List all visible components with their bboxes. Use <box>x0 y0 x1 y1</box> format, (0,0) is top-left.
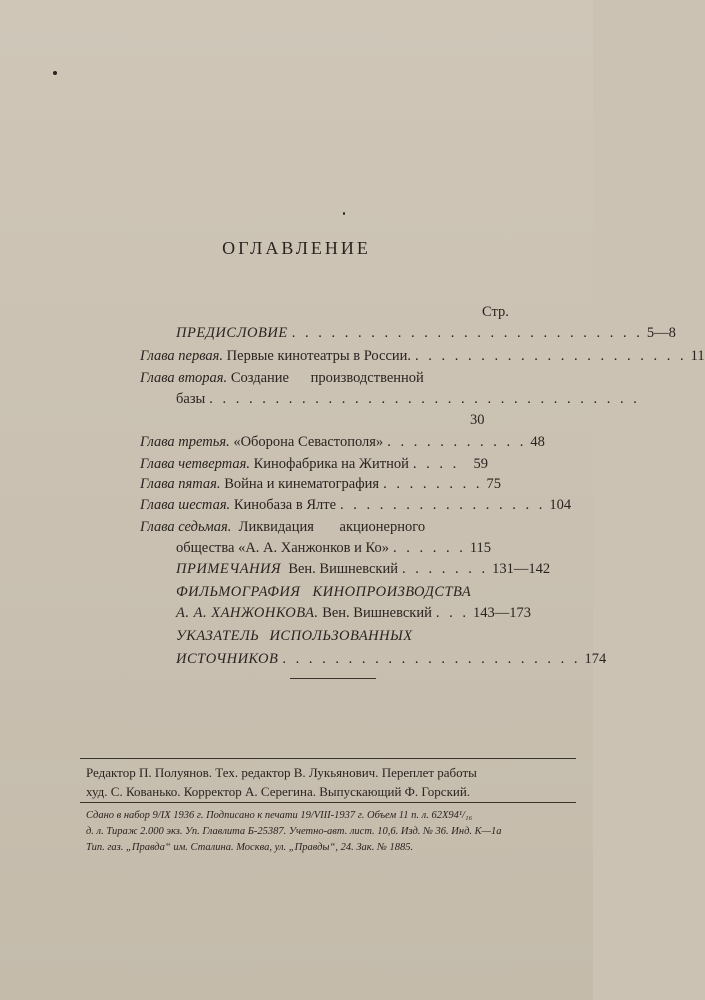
page-number: 143—173 <box>472 605 531 621</box>
dot-leader: . . . . . . . <box>401 561 489 577</box>
dot-leader: . . . . . . <box>392 540 466 556</box>
page-number: 75 <box>486 476 501 492</box>
dot-leader: . . . . . . . . . . . . . . . . . . . . . <box>415 348 687 364</box>
page-number: 174 <box>584 651 607 667</box>
dot-leader: . . . . . . . . . . . <box>387 434 527 450</box>
toc-entry: Глава седьмая. Ликвидация акционерного <box>140 519 426 535</box>
toc-entry: Глава шестая. Кинобаза в Ялте . . . . . . . . . . . . . . . . 104 <box>140 497 572 513</box>
imprint-mid-rule <box>80 802 576 803</box>
toc-entry: Глава четвертая. Кинофабрика на Житной . . . . 59 <box>140 456 488 472</box>
dot-leader: . . . . . . . . . . . . . . . . . . . . . . . <box>282 651 581 667</box>
page-number: 59 <box>473 456 488 472</box>
toc-entry: Глава первая. Первые кинотеатры в России. . . . . . . . . . . . . . . . . . . . . . 11 <box>140 348 705 364</box>
toc-entry-continuation: А. А. ХАНЖОНКОВА. Вен. Вишневский . . . 143—173 <box>176 605 531 621</box>
ornament-divider <box>290 678 376 679</box>
dot-leader: . . . . <box>412 456 460 472</box>
toc-entry: Глава третья. «Оборона Севастополя» . . . . . . . . . . . 48 <box>140 434 545 450</box>
toc-entry: ФИЛЬМОГРАФИЯ КИНОПРОИЗВОДСТВА <box>176 584 472 600</box>
page-number: 30 <box>470 412 485 428</box>
imprint-print-data-2: д. л. Тираж 2.000 экз. Уп. Главлита Б-25387. Учетно-авт. лист. 10,6. Изд. № 36. Инд. К—1а <box>86 826 502 837</box>
page-number: 11 <box>690 348 705 364</box>
imprint-print-data-1: Сдано в набор 9/IX 1936 г. Подписано к печати 19/VIII-1937 г. Объем 11 п. л. 62X94¹/₁₆ <box>86 810 473 821</box>
dot-leader: . . . . . . . . . . . . . . . . <box>340 497 546 513</box>
dot-leader: . . . . . . . . <box>383 476 483 492</box>
dot-leader: . . . . . . . . . . . . . . . . . . . . . . . . . . . . . . . . . <box>209 391 640 407</box>
toc-entry-continuation: ИСТОЧНИКОВ . . . . . . . . . . . . . . . . . . . . . . . 174 <box>176 651 607 667</box>
page-number: 48 <box>530 434 545 450</box>
page-number: 131—142 <box>492 561 551 577</box>
page-number: 5—8 <box>646 325 676 341</box>
dot-leader: . . . <box>435 605 469 621</box>
imprint-credits-1: Редактор П. Полуянов. Тех. редактор В. Лукьянович. Переплет работы <box>86 765 477 780</box>
page-title: ОГЛАВЛЕНИЕ <box>222 238 371 258</box>
imprint-credits-2: худ. С. Кованько. Корректор А. Серегина. Выпускающий Ф. Горский. <box>86 784 471 799</box>
toc-entry-continuation: общества «А. А. Ханжонков и Ко» . . . . . . 115 <box>176 540 492 556</box>
toc-entry: ПРИМЕЧАНИЯ Вен. Вишневский . . . . . . . 131—142 <box>176 561 551 577</box>
toc-entry: Глава вторая. Создание производственной <box>140 370 424 386</box>
page-column-label: Стр. <box>482 304 509 320</box>
toc-entry: УКАЗАТЕЛЬ ИСПОЛЬЗОВАННЫХ <box>176 628 413 644</box>
imprint-print-data-3: Тип. газ. „Правда“ им. Сталина. Москва, ул. „Правды“, 24. Зак. № 1885. <box>86 842 414 853</box>
toc-entry-continuation: базы . . . . . . . . . . . . . . . . . . . . . . . . . . . . . . . . . <box>176 391 640 407</box>
page-number: 115 <box>469 540 492 556</box>
toc-entry: Глава пятая. Война и кинематография . . . . . . . . 75 <box>140 476 501 492</box>
dot-leader: . . . . . . . . . . . . . . . . . . . . . . . . . . . <box>291 325 643 341</box>
toc-entry: ПРЕДИСЛОВИЕ . . . . . . . . . . . . . . . . . . . . . . . . . . . 5—8 <box>176 325 676 341</box>
imprint-top-rule <box>80 758 576 759</box>
page-number: 104 <box>549 497 572 513</box>
